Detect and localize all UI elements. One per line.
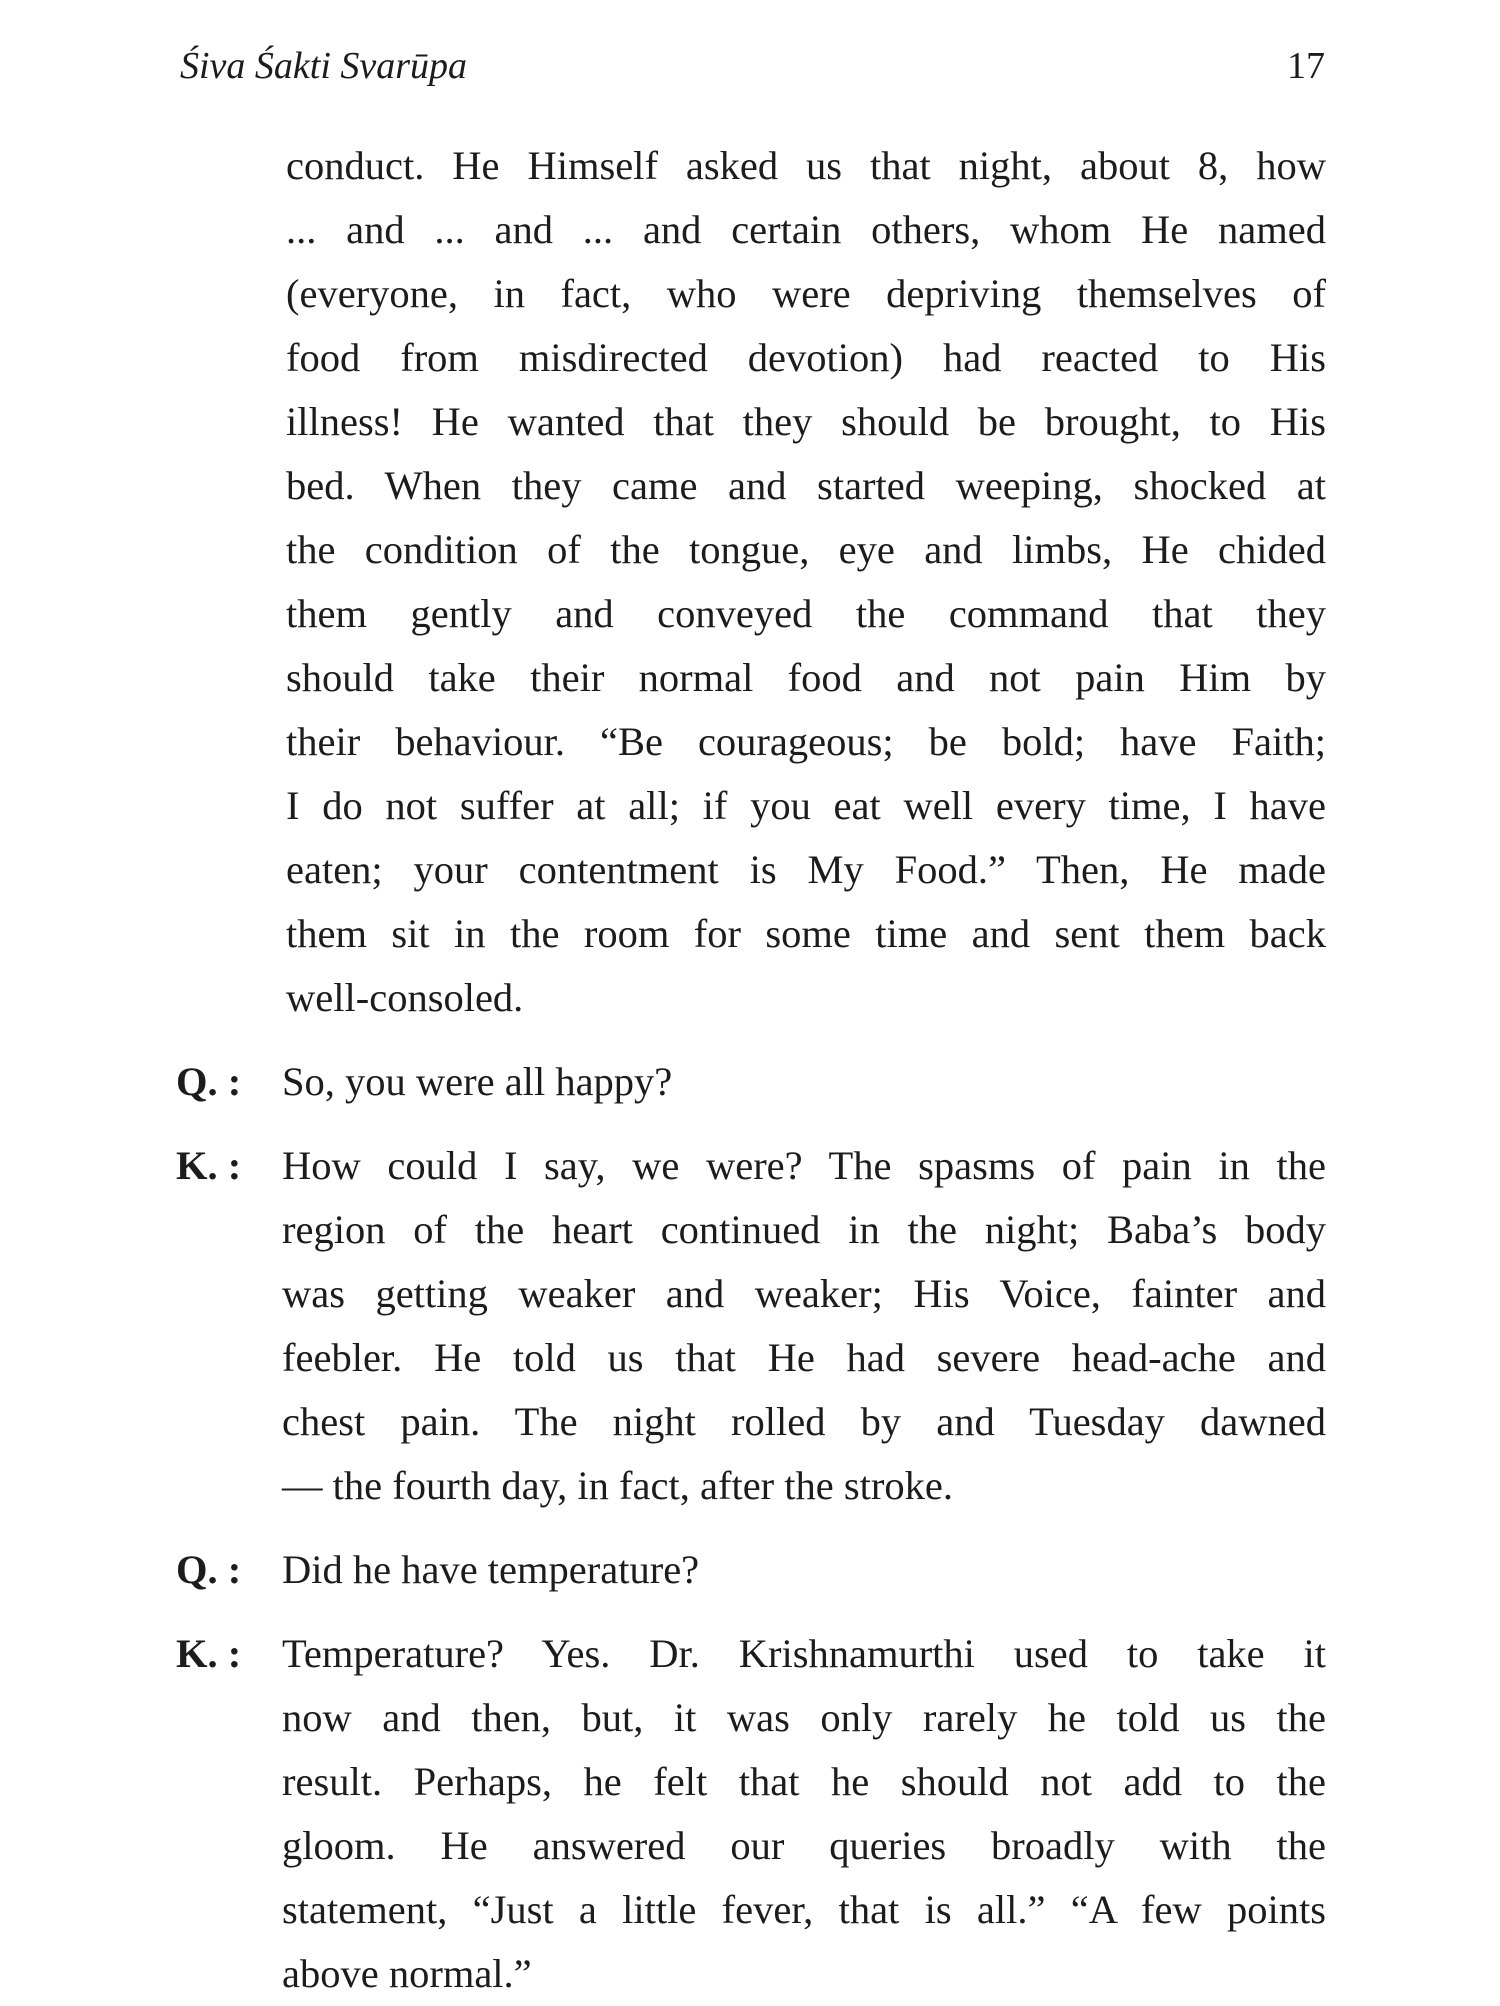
dialogue-entry-question: [176, 1050, 1326, 1114]
speaker-label: Q. :: [176, 1547, 242, 1592]
text-line: above normal.”: [282, 1951, 532, 1996]
text-line: well-consoled.: [286, 975, 524, 1020]
text-line: illness! He wanted that they should be brought, to His: [286, 399, 1326, 444]
text-line: So, you were all happy?: [282, 1059, 673, 1104]
text-line: chest pain. The night rolled by and Tuesday dawned: [282, 1399, 1326, 1444]
dialogue-entry-question: [176, 1538, 1326, 1602]
text-line: the condition of the tongue, eye and limbs, He chided: [286, 527, 1326, 572]
running-head: [180, 44, 1325, 94]
speaker-label: Q. :: [176, 1059, 242, 1104]
text-line: food from misdirected devotion) had reacted to His: [286, 335, 1326, 380]
page-number: 17: [1287, 45, 1325, 87]
text-line: statement, “Just a little fever, that is all.” “A few points: [282, 1887, 1326, 1932]
body-text: [0, 134, 1500, 2006]
continued-paragraph: [286, 134, 1326, 1030]
speaker-label: K. :: [176, 1631, 242, 1676]
text-line: I do not suffer at all; if you eat well every time, I have: [286, 783, 1326, 828]
text-line: bed. When they came and started weeping, shocked at: [286, 463, 1326, 508]
text-line: feebler. He told us that He had severe head-ache and: [282, 1335, 1326, 1380]
dialogue-entry-answer: [176, 1622, 1326, 2006]
text-line: eaten; your contentment is My Food.” Then, He made: [286, 847, 1326, 892]
text-line: region of the heart continued in the night; Baba’s body: [282, 1207, 1326, 1252]
text-line: result. Perhaps, he felt that he should not add to the: [282, 1759, 1326, 1804]
text-line: (everyone, in fact, who were depriving themselves of: [286, 271, 1326, 316]
text-line: Did he have temperature?: [282, 1547, 700, 1592]
text-line: conduct. He Himself asked us that night, about 8, how: [286, 143, 1326, 188]
text-line: them gently and conveyed the command that they: [286, 591, 1326, 636]
text-line: was getting weaker and weaker; His Voice, fainter and: [282, 1271, 1326, 1316]
text-line: their behaviour. “Be courageous; be bold; have Faith;: [286, 719, 1326, 764]
running-title: Śiva Śakti Svarūpa: [180, 45, 468, 87]
dialogue-entry-answer: [176, 1134, 1326, 1518]
speaker-label: K. :: [176, 1143, 242, 1188]
text-line: How could I say, we were? The spasms of pain in the: [282, 1143, 1326, 1188]
text-line: should take their normal food and not pain Him by: [286, 655, 1326, 700]
text-line: ... and ... and ... and certain others, whom He named: [286, 207, 1326, 252]
text-line: gloom. He answered our queries broadly with the: [282, 1823, 1326, 1868]
text-line: now and then, but, it was only rarely he told us the: [282, 1695, 1326, 1740]
text-line: — the fourth day, in fact, after the stroke.: [282, 1463, 953, 1508]
text-line: Temperature? Yes. Dr. Krishnamurthi used to take it: [282, 1631, 1326, 1676]
text-line: them sit in the room for some time and sent them back: [286, 911, 1326, 956]
